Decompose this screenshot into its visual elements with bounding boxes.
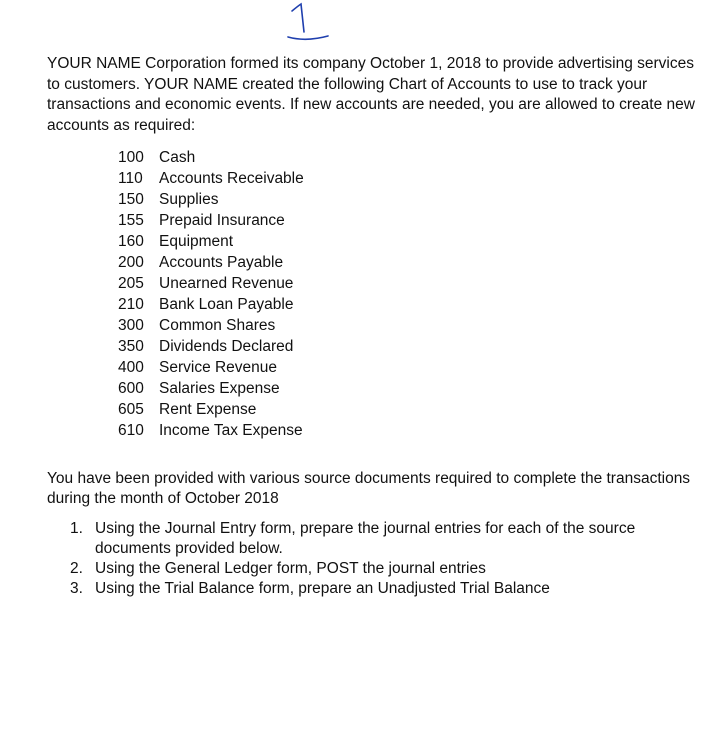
account-row <box>118 147 304 168</box>
account-number: 610 <box>118 422 144 439</box>
account-name: Unearned Revenue <box>159 275 294 292</box>
handwritten-page-number <box>284 2 334 46</box>
account-name: Common Shares <box>159 317 276 334</box>
account-name: Rent Expense <box>159 401 257 418</box>
chart-of-accounts <box>118 147 304 441</box>
account-name: Cash <box>159 149 196 166</box>
account-row <box>118 189 304 210</box>
account-number: 100 <box>118 149 144 166</box>
account-number: 400 <box>118 359 144 376</box>
account-number: 605 <box>118 401 144 418</box>
account-name: Supplies <box>159 191 219 208</box>
source-documents-paragraph: You have been provided with various source documents required to complete the transactions during the month of October 2018 <box>47 470 691 507</box>
account-name: Income Tax Expense <box>159 422 303 439</box>
step-number: 1. <box>70 520 83 537</box>
account-number: 300 <box>118 317 144 334</box>
account-row <box>118 168 304 189</box>
account-name: Equipment <box>159 233 234 250</box>
account-number: 600 <box>118 380 144 397</box>
instruction-step <box>70 579 700 599</box>
account-number: 210 <box>118 296 144 313</box>
step-text: Using the Journal Entry form, prepare the journal entries for each of the source documents provided below. <box>95 520 636 557</box>
account-row <box>118 210 304 231</box>
account-row <box>118 336 304 357</box>
account-number: 150 <box>118 191 144 208</box>
account-name: Bank Loan Payable <box>159 296 294 313</box>
account-row <box>118 378 304 399</box>
account-row <box>118 399 304 420</box>
intro-paragraph: YOUR NAME Corporation formed its company October 1, 2018 to provide advertising services to customers. YOUR NAME created the following Chart of Accounts to use to track your transactions and economic events. If new accounts are needed, you are allowed to create new accounts as required: <box>47 55 695 134</box>
instruction-step <box>70 559 700 579</box>
account-row <box>118 273 304 294</box>
account-row <box>118 420 304 441</box>
step-text: Using the General Ledger form, POST the journal entries <box>95 560 486 577</box>
account-row <box>118 252 304 273</box>
account-row <box>118 357 304 378</box>
account-number: 350 <box>118 338 144 355</box>
account-number: 155 <box>118 212 144 229</box>
instruction-steps <box>70 519 700 599</box>
account-number: 200 <box>118 254 144 271</box>
account-name: Salaries Expense <box>159 380 280 397</box>
step-number: 3. <box>70 580 83 597</box>
account-name: Accounts Payable <box>159 254 284 271</box>
instruction-step <box>70 519 700 559</box>
account-name: Accounts Receivable <box>159 170 304 187</box>
step-text: Using the Trial Balance form, prepare an Unadjusted Trial Balance <box>95 580 550 597</box>
account-row <box>118 294 304 315</box>
account-name: Service Revenue <box>159 359 278 376</box>
account-name: Prepaid Insurance <box>159 212 285 229</box>
account-number: 110 <box>118 170 143 187</box>
account-row <box>118 315 304 336</box>
account-number: 160 <box>118 233 144 250</box>
step-number: 2. <box>70 560 83 577</box>
account-row <box>118 231 304 252</box>
account-name: Dividends Declared <box>159 338 294 355</box>
account-number: 205 <box>118 275 144 292</box>
